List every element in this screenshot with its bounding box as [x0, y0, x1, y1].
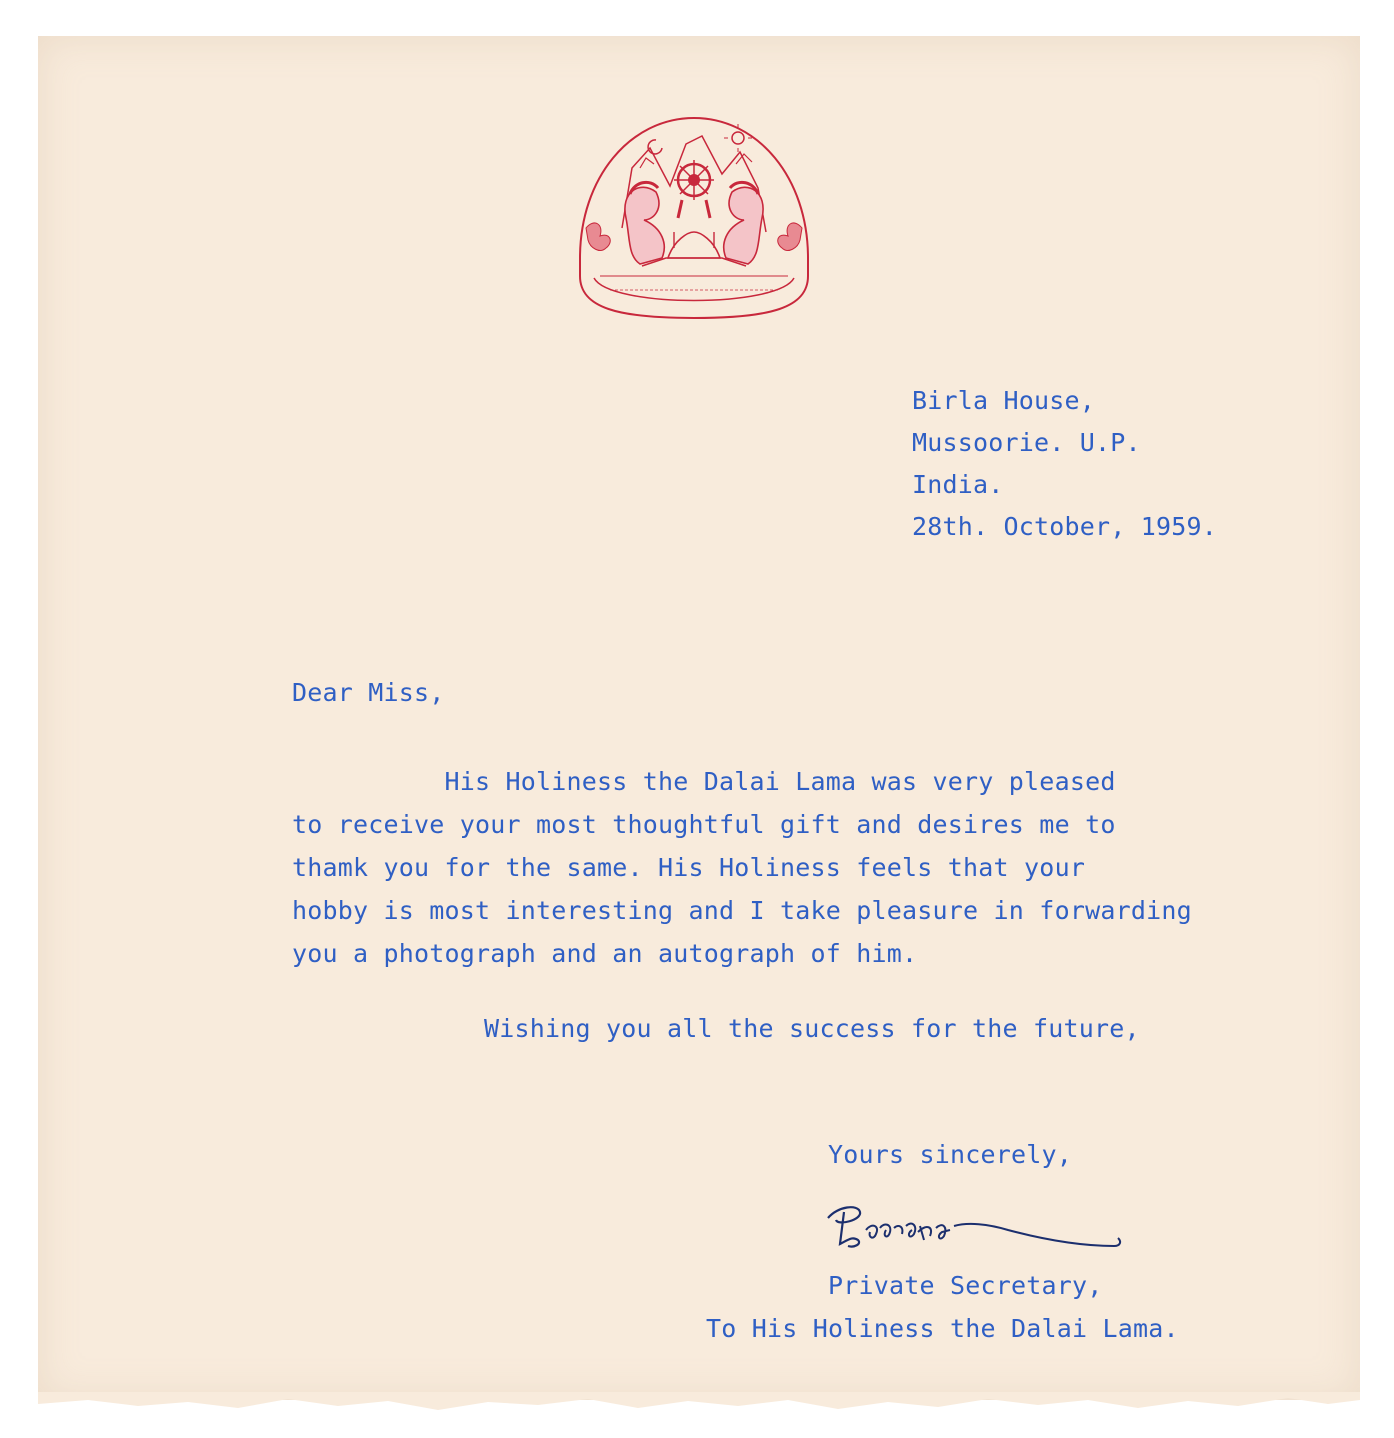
body-line-1: His Holiness the Dalai Lama was very pleased	[292, 767, 1116, 796]
sender-address	[912, 380, 1217, 548]
address-line-2: Mussoorie. U.P.	[912, 428, 1141, 457]
body-line-4: hobby is most interesting and I take pleasure in forwarding	[292, 896, 1192, 925]
title-line-1: Private Secretary,	[828, 1271, 1103, 1300]
address-line-1: Birla House,	[912, 386, 1096, 415]
tibetan-crest-icon	[570, 108, 818, 326]
signatory-title	[706, 1264, 1179, 1350]
closing-wish: Wishing you all the success for the future,	[484, 1014, 1140, 1043]
handwritten-signature-icon	[818, 1196, 1138, 1266]
letter-date: 28th. October, 1959.	[912, 512, 1218, 541]
letter-body	[292, 760, 1192, 975]
signoff: Yours sincerely,	[828, 1140, 1073, 1169]
torn-bottom-edge	[38, 1392, 1360, 1416]
salutation: Dear Miss,	[292, 678, 445, 707]
address-line-3: India.	[912, 470, 1004, 499]
title-line-2: To His Holiness the Dalai Lama.	[706, 1314, 1179, 1343]
body-line-5: you a photograph and an autograph of him.	[292, 939, 918, 968]
body-line-2: to receive your most thoughtful gift and desires me to	[292, 810, 1116, 839]
body-line-3: thamk you for the same. His Holiness feels that your	[292, 853, 1086, 882]
